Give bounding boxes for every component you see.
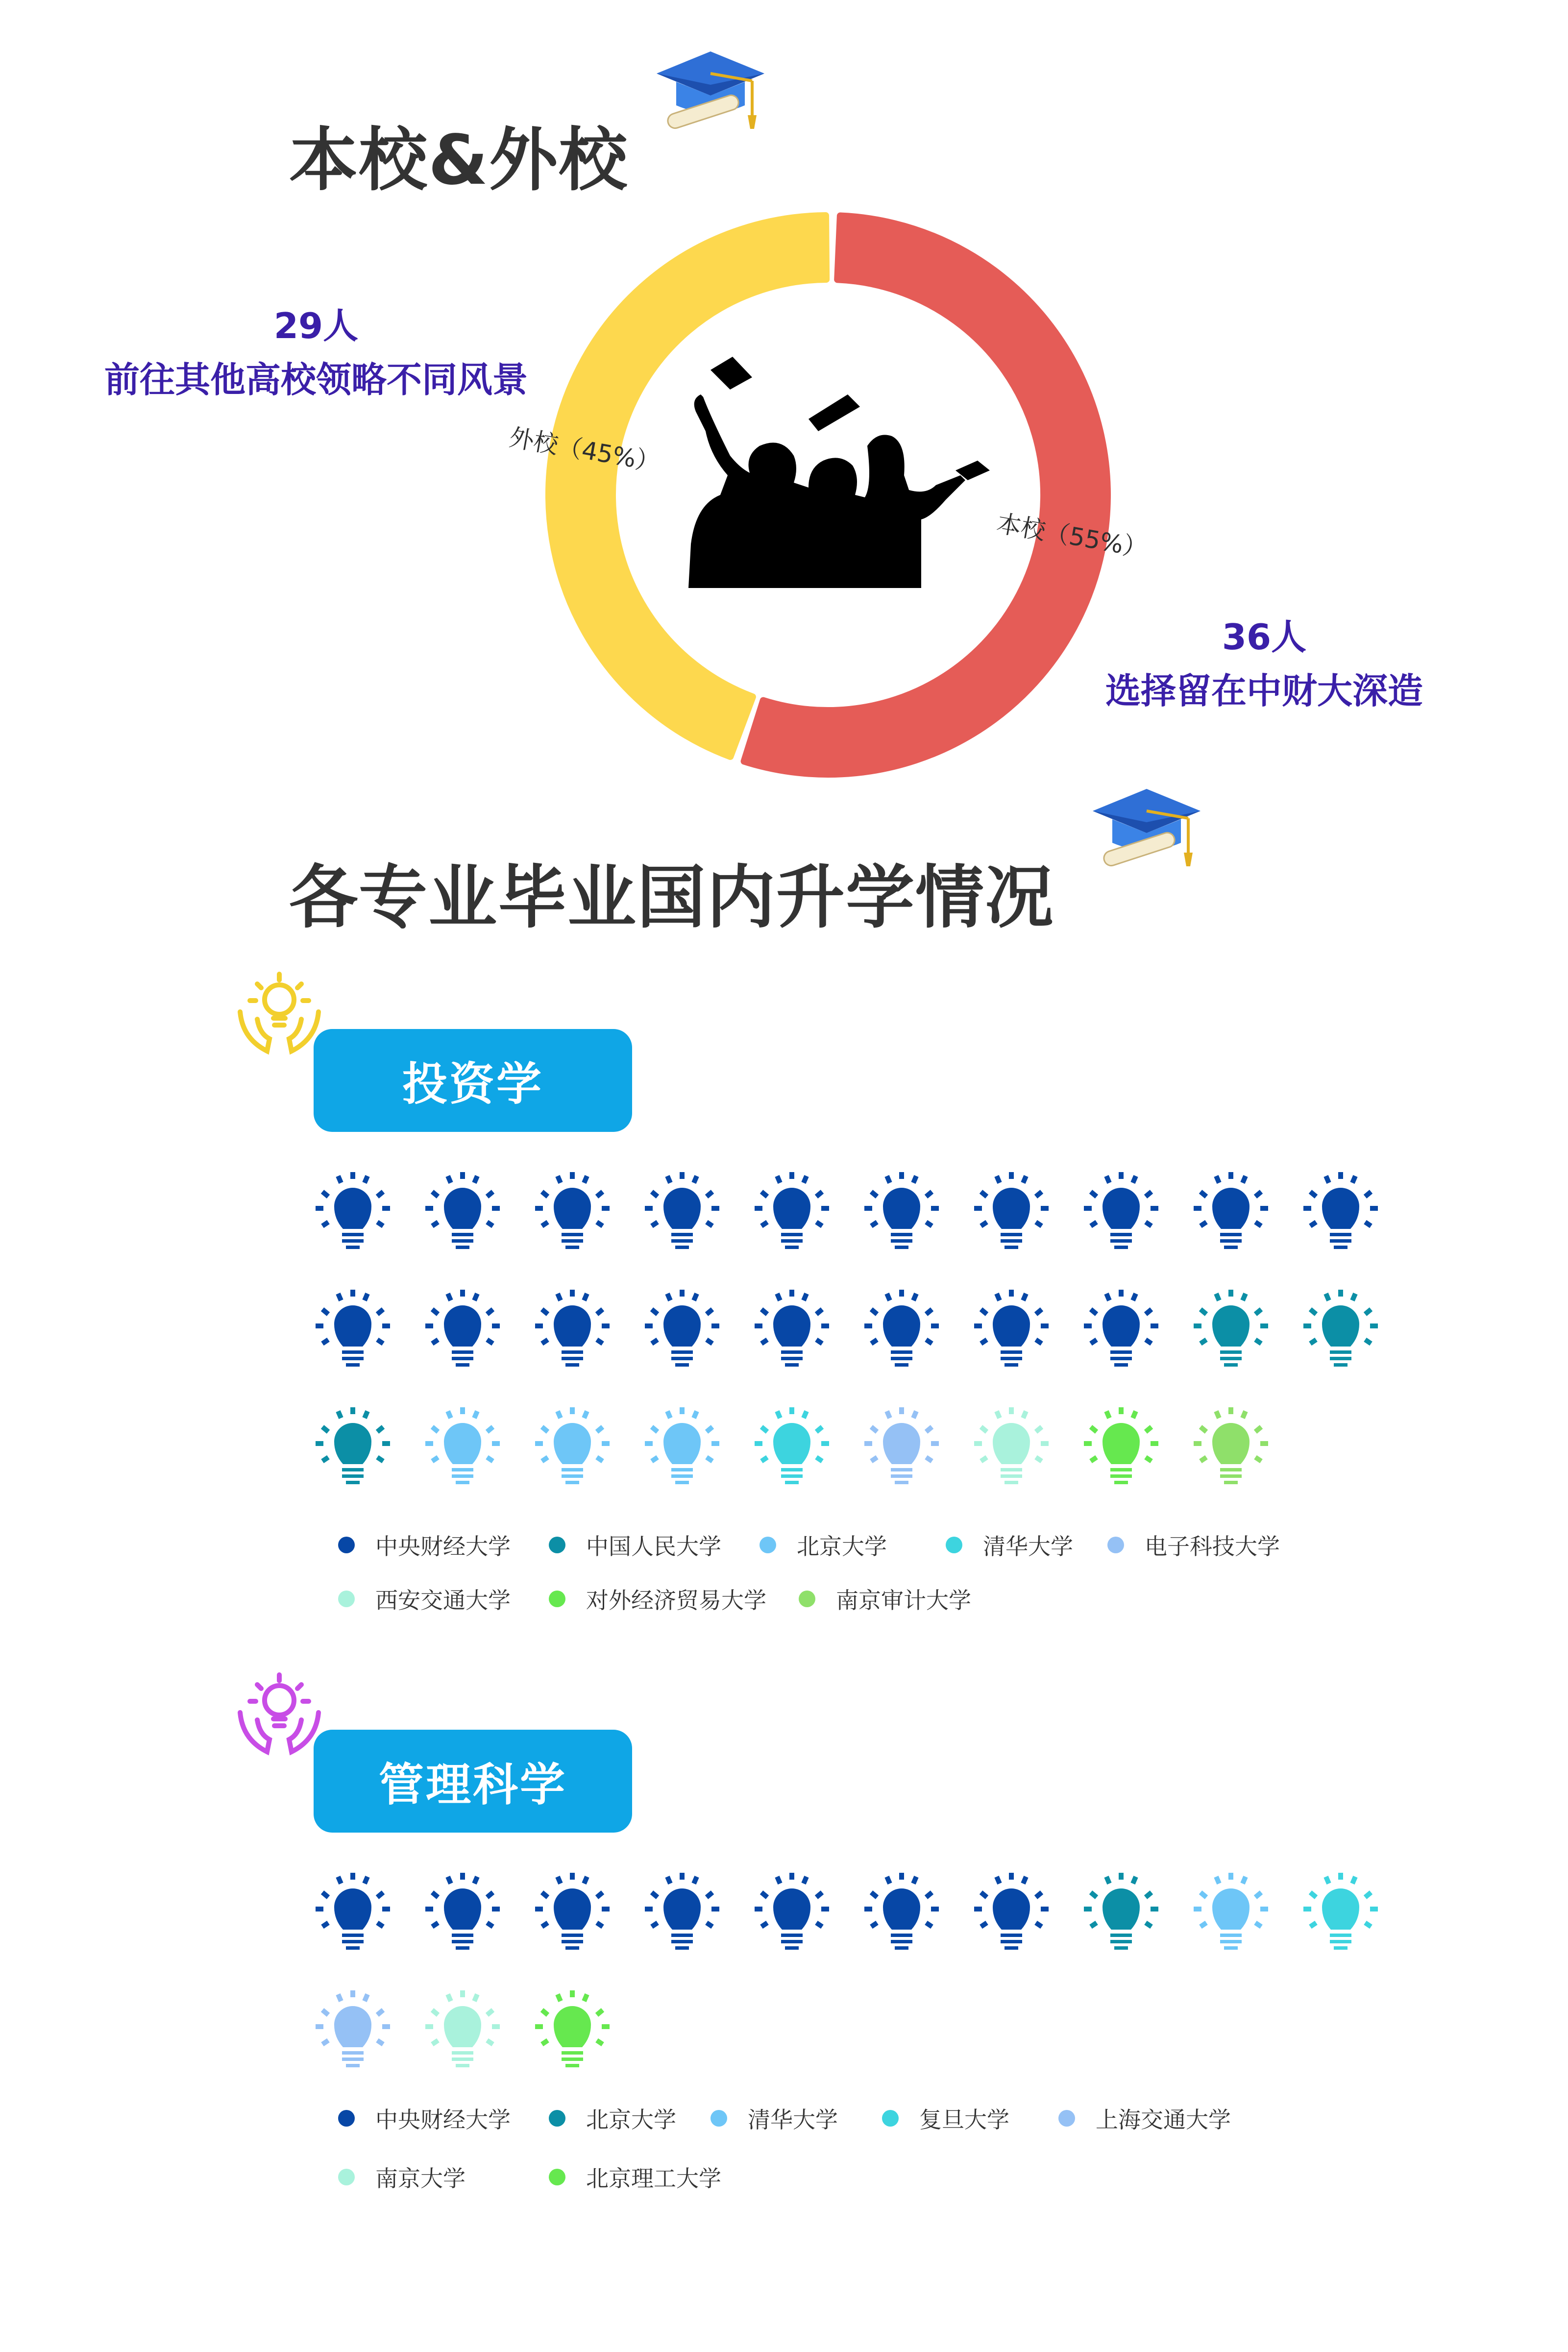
bulb-icon	[425, 1990, 500, 2067]
legend-label: 北京大学	[797, 1533, 887, 1560]
legend-item	[946, 1529, 1073, 1561]
legend-item	[338, 1529, 511, 1561]
legend-label: 西安交通大学	[375, 1587, 511, 1614]
right-text: 选择留在中财大深造	[1105, 670, 1423, 711]
legend-item	[549, 2102, 676, 2134]
bulb-icon	[316, 1290, 390, 1367]
bulb-grid-management-science	[309, 1872, 1411, 2097]
legend-investment	[338, 1529, 1465, 1637]
bulb-icon	[535, 1407, 610, 1484]
legend-label: 南京大学	[375, 2165, 466, 2192]
bulb-icon	[974, 1290, 1049, 1367]
legend-swatch	[338, 2169, 355, 2185]
bulb-icon	[316, 1172, 390, 1249]
legend-swatch	[882, 2110, 899, 2127]
bulb-icon	[864, 1290, 939, 1367]
legend-item	[760, 1529, 887, 1561]
legend-swatch	[338, 1591, 355, 1607]
bulb-icon	[1084, 1172, 1158, 1249]
bulb-icon	[755, 1290, 829, 1367]
section2-title: 各专业毕业国内升学情况	[289, 858, 1055, 938]
legend-swatch	[338, 1537, 355, 1553]
legend-item	[882, 2102, 1009, 2134]
bulb-icon	[1084, 1407, 1158, 1484]
bulb-icon	[974, 1873, 1049, 1950]
donut-chart	[507, 201, 1150, 789]
legend-management-science	[338, 2102, 1465, 2210]
bulb-icon	[1303, 1290, 1378, 1367]
legend-item	[1058, 2102, 1231, 2134]
pie-label-0: 本校（55%）	[994, 509, 1150, 564]
bulb-icon	[755, 1172, 829, 1249]
major-tab-investment: 投资学	[314, 1029, 632, 1132]
legend-swatch	[549, 2169, 565, 2185]
bulb-icon	[425, 1873, 500, 1950]
legend-label: 复旦大学	[919, 2107, 1009, 2133]
bulb-icon	[1084, 1290, 1158, 1367]
bulb-icon	[425, 1172, 500, 1249]
bulb-icon	[645, 1290, 719, 1367]
legend-swatch	[549, 1537, 565, 1553]
right-count: 36人	[1222, 616, 1307, 658]
bulb-icon	[535, 1172, 610, 1249]
legend-label: 中央财经大学	[375, 1533, 511, 1560]
bulb-icon	[1084, 1873, 1158, 1950]
bulb-icon	[535, 1290, 610, 1367]
legend-label: 中央财经大学	[375, 2107, 511, 2133]
legend-label: 中国人民大学	[586, 1533, 721, 1560]
legend-swatch	[710, 2110, 727, 2127]
legend-label: 上海交通大学	[1096, 2107, 1231, 2133]
right-annotation	[1078, 610, 1450, 718]
bulb-icon	[645, 1172, 719, 1249]
bulb-icon	[974, 1407, 1049, 1484]
legend-swatch	[549, 1591, 565, 1607]
left-count: 29人	[273, 305, 359, 346]
legend-swatch	[946, 1537, 962, 1553]
legend-item	[549, 1583, 766, 1615]
legend-swatch	[549, 2110, 565, 2127]
bulb-icon	[864, 1873, 939, 1950]
left-text: 前往其他高校领略不同风景	[104, 359, 528, 400]
legend-item	[338, 2102, 511, 2134]
left-annotation	[83, 299, 549, 407]
legend-swatch	[799, 1591, 815, 1607]
legend-label: 对外经济贸易大学	[586, 1587, 766, 1614]
legend-swatch	[760, 1537, 776, 1553]
section1-title: 本校&外校	[289, 121, 629, 200]
bulb-icon	[864, 1407, 939, 1484]
major-tab-management-science: 管理科学	[314, 1730, 632, 1833]
bulb-icon	[316, 1407, 390, 1484]
bulb-icon	[1303, 1172, 1378, 1249]
legend-label: 电子科技大学	[1145, 1533, 1280, 1560]
legend-swatch	[1107, 1537, 1124, 1553]
bulb-grid-investment	[309, 1171, 1411, 1514]
bulb-icon	[535, 1873, 610, 1950]
legend-swatch	[1058, 2110, 1075, 2127]
bulb-icon	[755, 1407, 829, 1484]
pie-label-1: 外校（45%）	[507, 423, 662, 478]
legend-item	[338, 1583, 511, 1615]
legend-label: 清华大学	[983, 1533, 1073, 1560]
legend-label: 北京理工大学	[586, 2165, 721, 2192]
bulb-icon	[316, 1990, 390, 2067]
legend-label: 北京大学	[586, 2107, 676, 2133]
bulb-icon	[425, 1290, 500, 1367]
legend-item	[338, 2161, 466, 2193]
bulb-icon	[645, 1407, 719, 1484]
legend-item	[549, 1529, 721, 1561]
bulb-icon	[1194, 1407, 1268, 1484]
bulb-icon	[535, 1990, 610, 2067]
bulb-icon	[645, 1873, 719, 1950]
bulb-icon	[1194, 1873, 1268, 1950]
graduation-cap-icon	[1088, 784, 1205, 867]
bulb-icon	[974, 1172, 1049, 1249]
legend-item	[799, 1583, 971, 1615]
bulb-icon	[1194, 1290, 1268, 1367]
bulb-icon	[425, 1407, 500, 1484]
bulb-icon	[755, 1873, 829, 1950]
graduates-silhouette-icon	[688, 357, 990, 588]
legend-item	[710, 2102, 838, 2134]
bulb-icon	[316, 1873, 390, 1950]
bulb-icon	[1194, 1172, 1268, 1249]
bulb-icon	[1303, 1873, 1378, 1950]
legend-swatch	[338, 2110, 355, 2127]
legend-item	[1107, 1529, 1280, 1561]
legend-label: 南京审计大学	[836, 1587, 971, 1614]
bulb-icon	[864, 1172, 939, 1249]
graduation-cap-icon	[652, 47, 769, 130]
legend-label: 清华大学	[748, 2107, 838, 2133]
legend-item	[549, 2161, 721, 2193]
